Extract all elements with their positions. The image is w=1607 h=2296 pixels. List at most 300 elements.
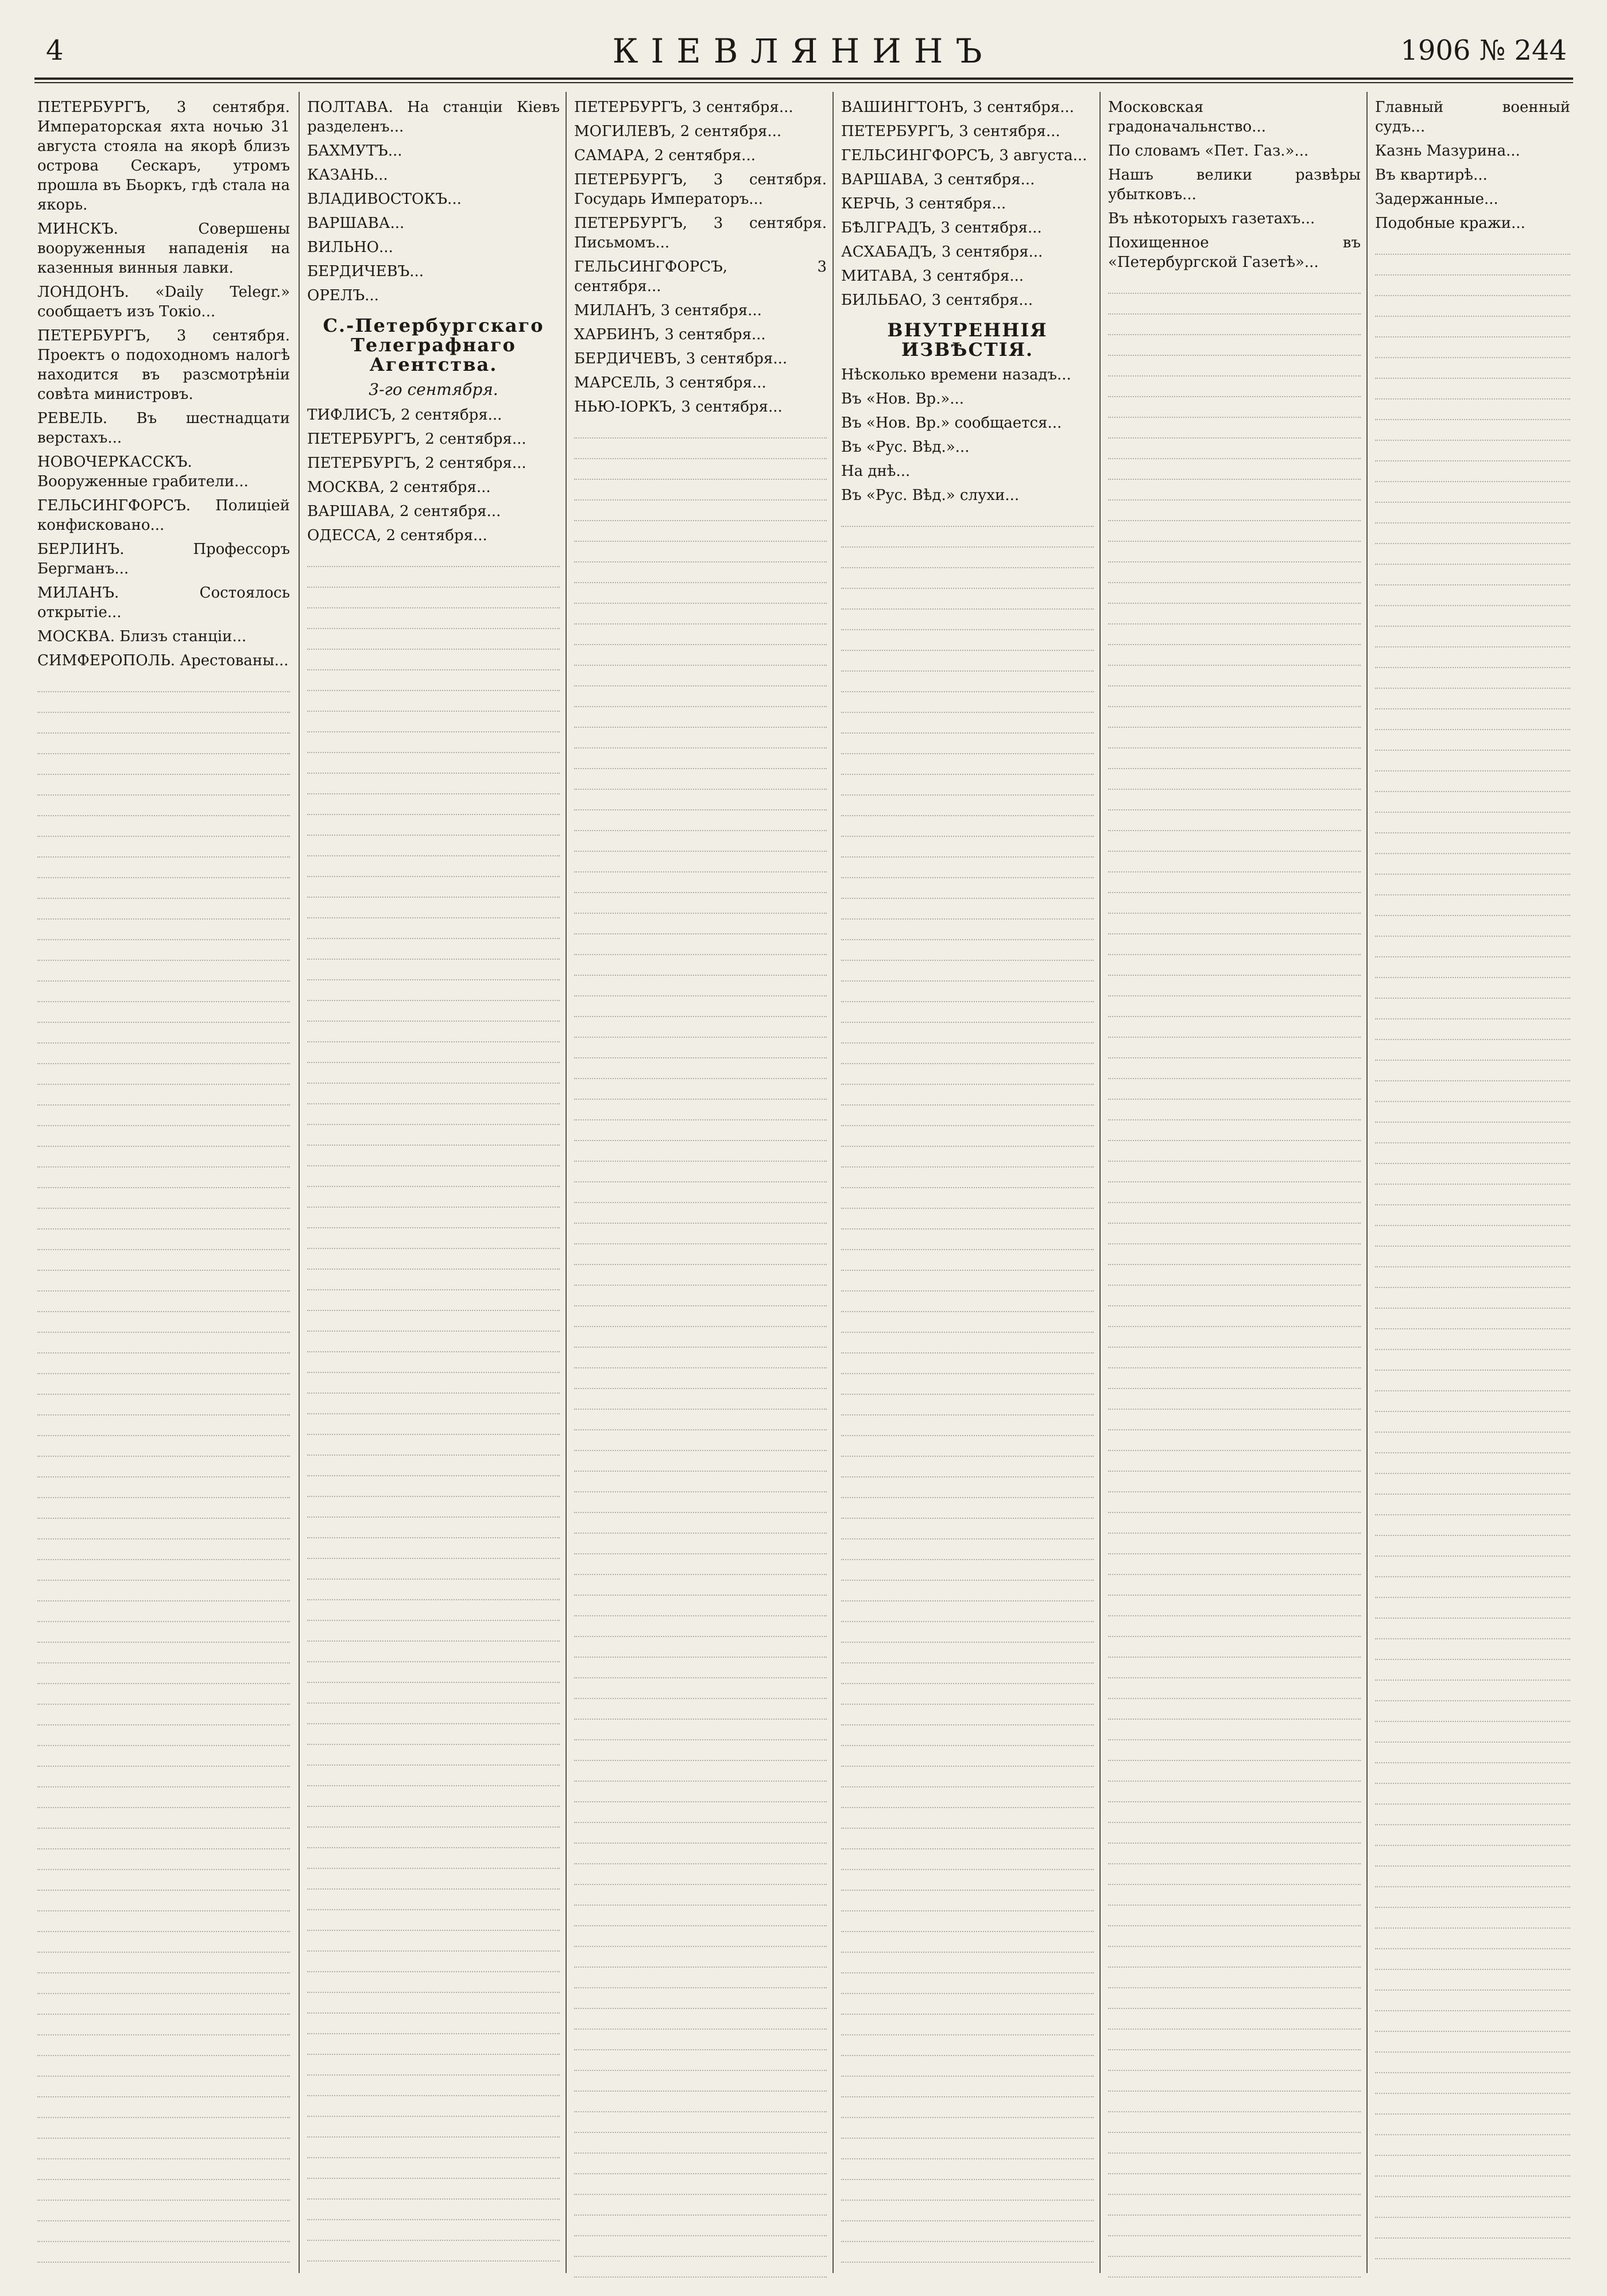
text-line-placeholder: [1108, 1000, 1361, 1017]
text-line-placeholder: [307, 633, 560, 650]
text-line-placeholder: [574, 1393, 827, 1410]
text-line-placeholder: [1375, 961, 1570, 978]
text-line-placeholder: [1108, 1289, 1361, 1306]
text-line-placeholder: [1375, 1168, 1570, 1185]
text-line-placeholder: [1375, 2097, 1570, 2115]
text-line-placeholder: [841, 902, 1094, 920]
text-line-placeholder: [574, 1455, 827, 1472]
text-line-placeholder: [1108, 2136, 1361, 2154]
text-line-placeholder: [1108, 587, 1361, 604]
text-line-placeholder: [1108, 318, 1361, 335]
text-line-placeholder: [307, 674, 560, 691]
text-line-placeholder: [1375, 1147, 1570, 1164]
text-line-placeholder: [1375, 858, 1570, 875]
article-paragraph: ПЕТЕРБУРГЪ, 3 сентября. Императорская яхта ночью 31 августа стояла на якорѣ близъ острова Сескаръ, утромъ прошла въ Бьоркъ, гдѣ стала на якорь.: [37, 99, 290, 214]
text-line-placeholder: [1375, 1477, 1570, 1495]
text-line-placeholder: [574, 1723, 827, 1740]
text-line-placeholder: [307, 1686, 560, 1704]
text-line-placeholder: [841, 1398, 1094, 1415]
text-line-placeholder: [37, 799, 290, 816]
text-line-placeholder: [1375, 1519, 1570, 1536]
text-line-placeholder: [574, 731, 827, 748]
text-line-placeholder: [841, 1874, 1094, 1891]
text-line-placeholder: [37, 1626, 290, 1643]
text-line-placeholder: [841, 2122, 1094, 2139]
text-line-placeholder: [37, 1440, 290, 1457]
text-line-placeholder: [574, 463, 827, 480]
text-line-placeholder: [574, 1517, 827, 1534]
text-line-placeholder: [841, 758, 1094, 775]
text-line-placeholder: [307, 1934, 560, 1952]
text-line-placeholder: [307, 1459, 560, 1476]
text-line-placeholder: [37, 758, 290, 775]
text-line-placeholder: [1108, 380, 1361, 397]
text-line-placeholder: [574, 2178, 827, 2195]
text-line-placeholder: [841, 592, 1094, 610]
text-line-placeholder: [1375, 1333, 1570, 1350]
column-2: [307, 98, 560, 2279]
text-line-placeholder: [307, 2100, 560, 2117]
text-line-placeholder: [841, 2245, 1094, 2263]
article-paragraph: КЕРЧЬ, 3 сентября...: [841, 195, 1006, 212]
article-paragraph: На днѣ...: [841, 463, 911, 480]
text-line-placeholder: [1108, 1950, 1361, 1968]
text-line-placeholder: [1375, 1870, 1570, 1887]
text-line-placeholder: [574, 2157, 827, 2174]
text-line-placeholder: [841, 985, 1094, 1002]
text-line-placeholder: [1108, 1620, 1361, 1637]
text-line-placeholder: [574, 814, 827, 831]
text-line-placeholder: [1375, 1106, 1570, 1123]
text-line-placeholder: [307, 1480, 560, 1497]
text-line-placeholder: [841, 1522, 1094, 1539]
text-line-placeholder: [1375, 1209, 1570, 1226]
text-line-placeholder: [574, 2012, 827, 2030]
text-line-placeholder: [1108, 731, 1361, 748]
issue-number: 1906 № 244: [1400, 34, 1567, 67]
text-line-placeholder: [841, 2060, 1094, 2077]
text-line-placeholder: [1108, 1785, 1361, 1802]
text-line-placeholder: [307, 2224, 560, 2241]
text-line-placeholder: [574, 566, 827, 583]
text-line-placeholder: [37, 964, 290, 982]
text-line-placeholder: [1375, 403, 1570, 420]
text-line-placeholder: [841, 716, 1094, 734]
text-line-placeholder: [307, 1128, 560, 1146]
text-line-placeholder: [841, 1460, 1094, 1477]
article-paragraph: МИНСКЪ. Совершены вооруженныя нападенія на казенныя винныя лавки.: [37, 220, 290, 277]
article-paragraph: ВАРШАВА...: [307, 215, 405, 232]
text-line-placeholder: [841, 1068, 1094, 1085]
text-line-placeholder: [1108, 339, 1361, 356]
text-line-placeholder: [574, 835, 827, 852]
text-line-placeholder: [841, 2080, 1094, 2097]
text-line-placeholder: [841, 1295, 1094, 1312]
text-line-placeholder: [1375, 382, 1570, 400]
column-6: [1375, 98, 1570, 2279]
text-line-placeholder: [307, 819, 560, 836]
article-paragraph: Задержанные...: [1375, 191, 1498, 208]
text-line-placeholder: [307, 591, 560, 608]
text-line-placeholder: [1108, 1248, 1361, 1265]
text-line-placeholder: [1108, 1888, 1361, 1906]
text-line-placeholder: [1375, 899, 1570, 916]
article-paragraph: БИЛЬБАО, 3 сентября...: [841, 292, 1033, 309]
text-line-placeholder: [37, 778, 290, 796]
text-line-placeholder: [1375, 1725, 1570, 1743]
text-line-placeholder: [574, 1868, 827, 1885]
text-line-placeholder: [1375, 1622, 1570, 1639]
text-line-placeholder: [37, 882, 290, 899]
text-line-placeholder: [841, 1646, 1094, 1663]
text-line-placeholder: [307, 715, 560, 732]
text-line-placeholder: [37, 2225, 290, 2242]
text-line-placeholder: [841, 1026, 1094, 1044]
text-line-placeholder: [37, 1646, 290, 1663]
text-line-placeholder: [307, 1893, 560, 1910]
text-line-placeholder: [307, 922, 560, 939]
text-line-placeholder: [37, 1212, 290, 1230]
text-line-placeholder: [307, 2058, 560, 2076]
text-line-placeholder: [37, 1729, 290, 1746]
text-line-placeholder: [574, 1971, 827, 1988]
text-line-placeholder: [841, 820, 1094, 837]
text-line-placeholder: [1108, 2095, 1361, 2112]
text-line-placeholder: [1375, 2242, 1570, 2259]
text-line-placeholder: [1375, 527, 1570, 544]
text-line-placeholder: [574, 855, 827, 872]
article-paragraph: СИМФЕРОПОЛЬ. Арестованы...: [37, 652, 289, 669]
text-line-placeholder: [307, 1976, 560, 1993]
text-line-placeholder: [841, 1419, 1094, 1436]
text-line-placeholder: [307, 612, 560, 629]
text-line-placeholder: [1108, 1124, 1361, 1141]
text-line-placeholder: [307, 2182, 560, 2200]
text-line-placeholder: [37, 1026, 290, 1044]
text-line-placeholder: [37, 902, 290, 920]
text-line-placeholder: [841, 696, 1094, 713]
text-line-placeholder: [1108, 1971, 1361, 1988]
text-line-placeholder: [37, 1708, 290, 1725]
text-line-placeholder: [574, 773, 827, 790]
text-line-placeholder: [1108, 1041, 1361, 1058]
article-paragraph: ПЕТЕРБУРГЪ, 2 сентября...: [307, 455, 526, 472]
text-line-placeholder: [574, 1847, 827, 1864]
text-line-placeholder: [37, 1770, 290, 1787]
text-line-placeholder: [307, 1418, 560, 1435]
text-line-placeholder: [37, 1068, 290, 1085]
text-line-placeholder: [574, 2136, 827, 2154]
article-paragraph: ГЕЛЬСИНГФОРСЪ, 3 августа...: [841, 147, 1087, 164]
text-line-placeholder: [1375, 444, 1570, 461]
text-line-placeholder: [1108, 1702, 1361, 1720]
text-line-placeholder: [307, 1108, 560, 1125]
text-line-placeholder: [574, 1785, 827, 1802]
text-line-placeholder: [307, 1955, 560, 1972]
text-line-placeholder: [841, 2101, 1094, 2118]
article-paragraph: ПЕТЕРБУРГЪ, 3 сентября...: [574, 99, 793, 116]
text-line-placeholder: [1108, 483, 1361, 501]
text-line-placeholder: [1375, 1849, 1570, 1867]
article-paragraph: БЕРДИЧЕВЪ...: [307, 263, 424, 280]
article-paragraph: Въ квартирѣ...: [1375, 166, 1488, 184]
text-line-placeholder: [1375, 713, 1570, 730]
text-line-placeholder: [841, 1006, 1094, 1023]
text-line-placeholder: [841, 1357, 1094, 1374]
text-line-placeholder: [37, 1750, 290, 1767]
text-line-placeholder: [1375, 1684, 1570, 1701]
text-line-placeholder: [1375, 1601, 1570, 1619]
text-line-placeholder: [307, 1728, 560, 1745]
text-line-placeholder: [307, 2141, 560, 2158]
article-paragraph: ВИЛЬНО...: [307, 239, 393, 256]
text-line-placeholder: [307, 1624, 560, 1642]
text-line-placeholder: [307, 1707, 560, 1724]
text-line-placeholder: [574, 1207, 827, 1224]
text-line-placeholder: [574, 649, 827, 666]
text-line-placeholder: [841, 2204, 1094, 2221]
text-line-placeholder: [37, 1564, 290, 1581]
article-paragraph: ХАРБИНЪ, 3 сентября...: [574, 326, 766, 343]
text-line-placeholder: [574, 1909, 827, 1926]
text-line-placeholder: [574, 1413, 827, 1430]
illegible-text-placeholder: [307, 550, 560, 2279]
text-line-placeholder: [307, 1025, 560, 1042]
text-line-placeholder: [37, 2039, 290, 2056]
text-line-placeholder: [37, 2060, 290, 2077]
text-line-placeholder: [1375, 2263, 1570, 2279]
text-line-placeholder: [1108, 897, 1361, 914]
text-line-placeholder: [574, 1041, 827, 1058]
text-line-placeholder: [307, 1335, 560, 1352]
text-line-placeholder: [574, 1992, 827, 2009]
article-paragraph: МИЛАНЪ, 3 сентября...: [574, 302, 762, 319]
text-line-placeholder: [1375, 982, 1570, 999]
text-line-placeholder: [307, 1149, 560, 1166]
text-line-placeholder: [1375, 1436, 1570, 1453]
text-line-placeholder: [1375, 1539, 1570, 1557]
text-line-placeholder: [37, 1894, 290, 1911]
text-line-placeholder: [841, 1688, 1094, 1705]
text-line-placeholder: [307, 1790, 560, 1807]
text-line-placeholder: [1375, 1498, 1570, 1515]
text-line-placeholder: [841, 675, 1094, 692]
text-line-placeholder: [307, 2265, 560, 2279]
text-line-placeholder: [1108, 793, 1361, 810]
article-paragraph: По словамъ «Пет. Газ.»...: [1108, 142, 1309, 160]
text-line-placeholder: [1375, 1457, 1570, 1474]
text-line-placeholder: [1108, 1393, 1361, 1410]
text-line-placeholder: [1108, 752, 1361, 769]
text-line-placeholder: [574, 1145, 827, 1162]
header-rule: [34, 77, 1573, 80]
text-line-placeholder: [574, 421, 827, 439]
text-line-placeholder: [307, 757, 560, 774]
text-line-placeholder: [574, 1475, 827, 1492]
text-line-placeholder: [841, 1316, 1094, 1333]
text-line-placeholder: [1108, 1455, 1361, 1472]
text-line-placeholder: [1375, 486, 1570, 503]
text-line-placeholder: [841, 1502, 1094, 1519]
article-paragraph: ПЕТЕРБУРГЪ, 3 сентября...: [841, 123, 1060, 140]
text-line-placeholder: [307, 1190, 560, 1208]
text-line-placeholder: [37, 1254, 290, 1271]
text-line-placeholder: [841, 1192, 1094, 1209]
text-line-placeholder: [1375, 796, 1570, 813]
text-line-placeholder: [574, 2033, 827, 2050]
text-line-placeholder: [1375, 1581, 1570, 1598]
text-line-placeholder: [574, 1269, 827, 1286]
text-line-placeholder: [841, 1667, 1094, 1684]
text-line-placeholder: [307, 1170, 560, 1187]
text-line-placeholder: [1108, 773, 1361, 790]
text-line-placeholder: [1108, 1992, 1361, 2009]
text-line-placeholder: [841, 2163, 1094, 2180]
text-line-placeholder: [307, 1831, 560, 1848]
text-line-placeholder: [841, 1564, 1094, 1581]
text-line-placeholder: [1375, 1808, 1570, 1825]
text-line-placeholder: [307, 777, 560, 794]
text-line-placeholder: [1375, 506, 1570, 523]
text-line-placeholder: [1108, 1310, 1361, 1327]
text-line-placeholder: [1375, 1044, 1570, 1061]
text-line-placeholder: [307, 1562, 560, 1580]
text-line-placeholder: [307, 1314, 560, 1332]
text-line-placeholder: [307, 2079, 560, 2096]
text-line-placeholder: [841, 1894, 1094, 1911]
article-paragraph: МИТАВА, 3 сентября...: [841, 267, 1024, 285]
text-line-placeholder: [37, 2204, 290, 2221]
text-line-placeholder: [1108, 2198, 1361, 2216]
text-line-placeholder: [841, 1750, 1094, 1767]
text-line-placeholder: [37, 1274, 290, 1292]
text-line-placeholder: [1375, 2077, 1570, 2094]
text-line-placeholder: [1375, 734, 1570, 751]
text-line-placeholder: [1108, 1434, 1361, 1451]
article-paragraph: Главный военный судъ...: [1375, 99, 1570, 135]
column-3: [574, 98, 827, 2279]
text-line-placeholder: [307, 653, 560, 670]
column-divider: [1099, 92, 1101, 2273]
text-line-placeholder: [841, 1171, 1094, 1188]
text-line-placeholder: [1108, 2074, 1361, 2092]
text-line-placeholder: [307, 1438, 560, 1456]
article-paragraph: НЬЮ-ІОРКЪ, 3 сентября...: [574, 398, 783, 416]
text-line-placeholder: [1375, 1911, 1570, 1929]
article-paragraph: Въ «Рус. Вѣд.» слухи...: [841, 487, 1020, 504]
article-paragraph: ТИФЛИСЪ, 2 сентября...: [307, 406, 502, 424]
text-line-placeholder: [841, 1832, 1094, 1849]
text-line-placeholder: [574, 1165, 827, 1182]
text-line-placeholder: [1375, 589, 1570, 606]
text-line-placeholder: [841, 1088, 1094, 1106]
text-line-placeholder: [37, 1605, 290, 1622]
column-4: [841, 98, 1094, 2279]
text-line-placeholder: [307, 2162, 560, 2179]
article-paragraph: МАРСЕЛЬ, 3 сентября...: [574, 374, 766, 391]
text-line-placeholder: [1375, 1994, 1570, 2011]
text-line-placeholder: [37, 2080, 290, 2097]
text-line-placeholder: [1375, 940, 1570, 957]
text-line-placeholder: [307, 963, 560, 980]
text-line-placeholder: [574, 711, 827, 728]
text-line-placeholder: [841, 1770, 1094, 1787]
text-line-placeholder: [574, 628, 827, 645]
text-line-placeholder: [841, 572, 1094, 589]
text-line-placeholder: [1108, 1661, 1361, 1678]
text-line-placeholder: [37, 1295, 290, 1312]
text-line-placeholder: [1108, 2178, 1361, 2195]
text-line-placeholder: [307, 1666, 560, 1683]
text-line-placeholder: [574, 1826, 827, 1844]
text-line-placeholder: [841, 2142, 1094, 2159]
text-line-placeholder: [1108, 463, 1361, 480]
text-line-placeholder: [574, 959, 827, 976]
text-line-placeholder: [574, 1537, 827, 1554]
text-line-placeholder: [1108, 1227, 1361, 1244]
text-line-placeholder: [307, 943, 560, 960]
article-paragraph: НОВОЧЕРКАССКЪ. Вооруженные грабители...: [37, 453, 249, 490]
text-line-placeholder: [1108, 1186, 1361, 1203]
text-line-placeholder: [37, 1006, 290, 1023]
text-line-placeholder: [1375, 2056, 1570, 2073]
text-line-placeholder: [841, 1233, 1094, 1250]
text-line-placeholder: [307, 1583, 560, 1600]
text-line-placeholder: [307, 881, 560, 898]
text-line-placeholder: [37, 1460, 290, 1477]
section-heading: С.-Петербургскаго Телеграфнаго Агентства.: [323, 315, 544, 375]
text-line-placeholder: [1375, 1126, 1570, 1143]
text-line-placeholder: [1375, 1064, 1570, 1081]
text-line-placeholder: [841, 1047, 1094, 1064]
text-line-placeholder: [841, 964, 1094, 982]
text-line-placeholder: [1108, 1930, 1361, 1947]
text-line-placeholder: [1108, 1682, 1361, 1699]
text-line-placeholder: [1108, 525, 1361, 542]
text-line-placeholder: [307, 1542, 560, 1559]
text-line-placeholder: [307, 736, 560, 753]
text-line-placeholder: [574, 1186, 827, 1203]
text-line-placeholder: [37, 1171, 290, 1188]
text-line-placeholder: [1375, 2139, 1570, 2156]
text-line-placeholder: [574, 1661, 827, 1678]
text-line-placeholder: [841, 1150, 1094, 1168]
column-divider: [566, 92, 567, 2273]
text-line-placeholder: [1375, 1230, 1570, 1247]
text-line-placeholder: [1108, 545, 1361, 563]
text-line-placeholder: [37, 1357, 290, 1374]
text-line-placeholder: [1375, 630, 1570, 647]
text-line-placeholder: [841, 1109, 1094, 1126]
text-line-placeholder: [37, 1874, 290, 1891]
text-line-placeholder: [1108, 649, 1361, 666]
text-line-placeholder: [1108, 1145, 1361, 1162]
text-line-placeholder: [37, 1853, 290, 1870]
text-line-placeholder: [574, 1702, 827, 1720]
text-line-placeholder: [574, 876, 827, 893]
text-line-placeholder: [1108, 855, 1361, 872]
text-line-placeholder: [37, 1936, 290, 1953]
text-line-placeholder: [841, 2183, 1094, 2201]
text-line-placeholder: [307, 1376, 560, 1394]
text-line-placeholder: [1108, 2054, 1361, 2071]
text-line-placeholder: [37, 2101, 290, 2118]
text-line-placeholder: [1375, 1705, 1570, 1722]
text-line-placeholder: [307, 1914, 560, 1931]
article-paragraph: Въ «Рус. Вѣд.»...: [841, 439, 970, 456]
text-line-placeholder: [1108, 1537, 1361, 1554]
column-divider: [832, 92, 834, 2273]
